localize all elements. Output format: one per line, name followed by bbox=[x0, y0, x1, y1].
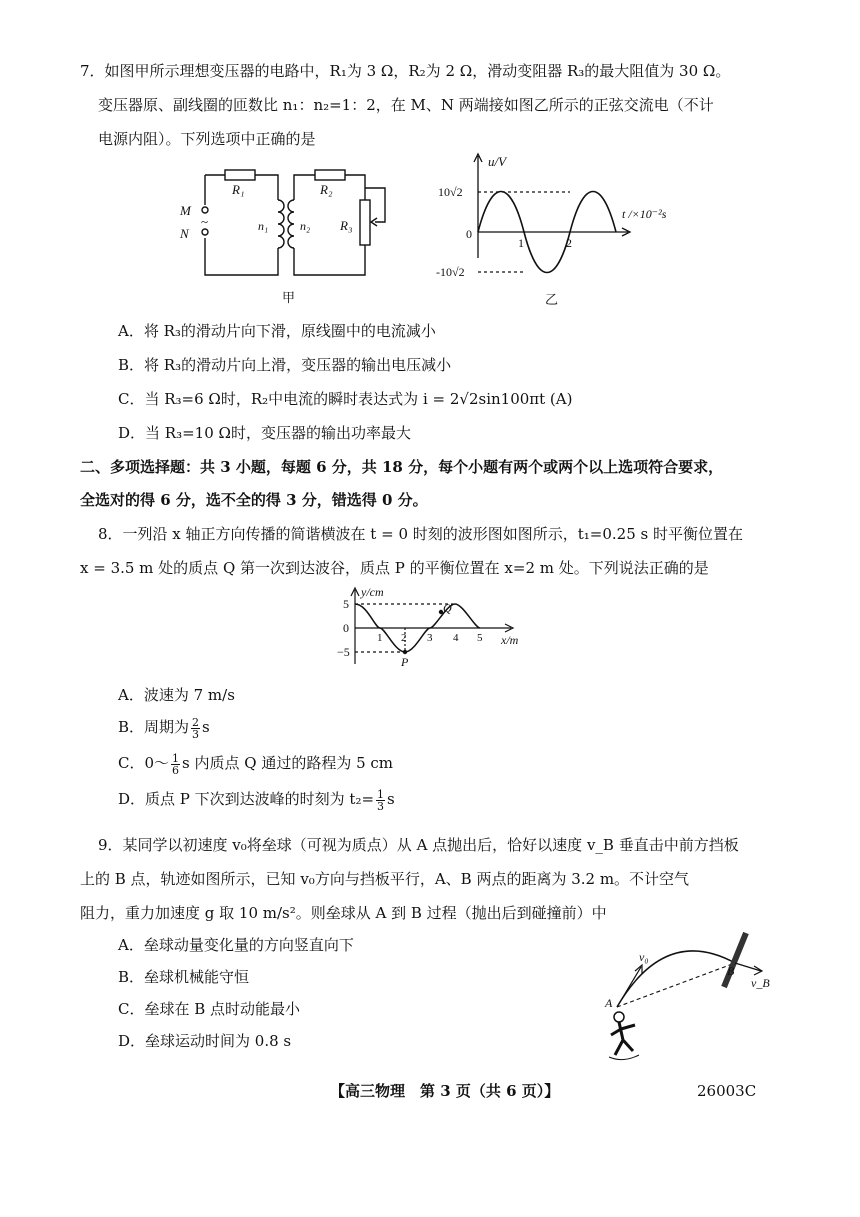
u-axis-label: u/V bbox=[488, 154, 507, 169]
point-p bbox=[403, 650, 407, 654]
q8-option-c-fraction bbox=[171, 753, 180, 776]
m-label: M bbox=[180, 203, 191, 218]
y-axis-label: y/cm bbox=[361, 585, 384, 599]
fraction-numerator: 2 bbox=[192, 715, 200, 729]
ball-trajectory-figure bbox=[595, 925, 785, 1065]
origin-label: 0 bbox=[466, 227, 472, 241]
q8-option-b bbox=[118, 716, 210, 740]
x-tick-5: 5 bbox=[477, 632, 483, 644]
transformer-circuit-figure bbox=[170, 160, 400, 310]
q9-stem-line3: 阻力，重力加速度 g 取 10 m/s²。则垒球从 A 到 B 过程（抛出后到碰撞前）中 bbox=[80, 904, 607, 922]
x-axis-label: x/m bbox=[501, 633, 519, 647]
baffle-board bbox=[724, 933, 746, 987]
p-label: P bbox=[401, 655, 409, 669]
n1-label: n₁ bbox=[258, 219, 269, 233]
terminal-m bbox=[202, 207, 208, 213]
r3-label: R₃ bbox=[340, 218, 353, 233]
q8-option-b-text: B．周期为 bbox=[118, 718, 190, 736]
x-tick-3: 3 bbox=[427, 632, 433, 644]
u-max-label: 10√2 bbox=[438, 185, 463, 199]
q8-option-b-fraction bbox=[191, 717, 200, 740]
q7-option-b: B．将 R₃的滑动片向上滑，变压器的输出电压减小 bbox=[118, 356, 452, 374]
r2-label: R₂ bbox=[320, 182, 333, 197]
point-a-label: A bbox=[605, 996, 613, 1010]
fraction-denominator: 3 bbox=[192, 727, 200, 741]
wave-figure bbox=[335, 584, 535, 674]
x-tick-1: 1 bbox=[377, 632, 383, 644]
fig-b-caption: 乙 bbox=[545, 292, 559, 307]
t-axis-label: t /×10⁻²s bbox=[622, 207, 667, 221]
v0-arrow bbox=[617, 967, 641, 1007]
q9-stem-line1: 9．某同学以初速度 v₀将垒球（可视为质点）从 A 点抛出后，恰好以速度 v_B 垂直击中前方挡板 bbox=[98, 836, 739, 854]
terminal-n bbox=[202, 229, 208, 235]
q7-option-c: C．当 R₃=6 Ω时，R₂中电流的瞬时表达式为 i = 2√2sin100πt (A) bbox=[118, 390, 573, 408]
x-tick-2: 2 bbox=[401, 632, 407, 644]
q7-stem-line2: 变压器原、副线圈的匝数比 n₁：n₂=1：2，在 M、N 两端接如图乙所示的正弦交流电（不计 bbox=[98, 96, 714, 114]
q8-stem-line1: 8．一列沿 x 轴正方向传播的简谐横波在 t = 0 时刻的波形图如图所示，t₁=0.25 s 时平衡位置在 bbox=[98, 525, 743, 543]
q9-option-b: B．垒球机械能守恒 bbox=[118, 968, 250, 986]
voltage-waveform-figure bbox=[430, 148, 690, 310]
section2-heading-line1: 二、多项选择题：共 3 小题，每题 6 分，共 18 分，每个小题有两个或两个以上选项符合要求， bbox=[80, 458, 724, 476]
q8-option-b-unit: s bbox=[202, 718, 210, 736]
q7-option-a: A．将 R₃的滑动片向下滑，原线圈中的电流减小 bbox=[118, 322, 436, 340]
n-label: N bbox=[180, 226, 189, 241]
vb-arrow bbox=[735, 963, 761, 971]
v0-label: v₀ bbox=[639, 950, 649, 964]
t-tick-2: 2 bbox=[566, 236, 572, 250]
q7-option-d: D．当 R₃=10 Ω时，变压器的输出功率最大 bbox=[118, 424, 411, 442]
secondary-coil bbox=[288, 200, 294, 248]
q9-option-a: A．垒球动量变化量的方向竖直向下 bbox=[118, 936, 354, 954]
u-min-label: -10√2 bbox=[436, 265, 465, 279]
t-tick-1: 1 bbox=[518, 236, 524, 250]
trajectory-curve bbox=[617, 951, 735, 1007]
q8-option-d-text: D．质点 P 下次到达波峰的时刻为 t₂= bbox=[118, 790, 375, 808]
fraction-denominator: 6 bbox=[172, 763, 180, 777]
ab-line bbox=[617, 963, 735, 1007]
q7-stem-line1: 7．如图甲所示理想变压器的电路中，R₁为 3 Ω，R₂为 2 Ω，滑动变阻器 R₃的最大阻值为 30 Ω。 bbox=[80, 62, 731, 80]
q7-stem-line3: 电源内阻）。下列选项中正确的是 bbox=[98, 130, 316, 148]
q8-stem-line2: x = 3.5 m 处的质点 Q 第一次到达波谷，质点 P 的平衡位置在 x=2 m 处。下列说法正确的是 bbox=[80, 559, 709, 577]
r1-label: R₁ bbox=[232, 182, 245, 197]
exam-code: 26003C bbox=[697, 1082, 757, 1100]
fraction-denominator: 3 bbox=[377, 799, 385, 813]
q8-option-c-text: C．0～ bbox=[118, 754, 170, 772]
q9-option-d: D．垒球运动时间为 0.8 s bbox=[118, 1032, 292, 1050]
q8-option-c-rest: s 内质点 Q 通过的路程为 5 cm bbox=[182, 754, 394, 772]
section2-heading-line2: 全选对的得 6 分，选不全的得 3 分，错选得 0 分。 bbox=[80, 491, 428, 509]
n2-label: n₂ bbox=[300, 219, 311, 233]
x-tick-4: 4 bbox=[453, 632, 459, 644]
y-tick-0: 0 bbox=[343, 621, 349, 635]
q8-option-d bbox=[118, 788, 395, 812]
q8-option-d-fraction bbox=[376, 789, 385, 812]
y-tick-neg5: −5 bbox=[337, 645, 350, 659]
vb-label: v_B bbox=[751, 976, 770, 990]
point-b-label: B bbox=[727, 964, 735, 978]
q8-option-c bbox=[118, 752, 393, 776]
q9-option-c: C．垒球在 B 点时动能最小 bbox=[118, 1000, 301, 1018]
y-tick-5: 5 bbox=[343, 597, 349, 611]
page-footer: 【高三物理 第 3 页（共 6 页）】 bbox=[330, 1082, 560, 1100]
ac-source-symbol: ~ bbox=[201, 214, 209, 229]
q8-option-d-unit: s bbox=[387, 790, 395, 808]
fraction-numerator: 1 bbox=[377, 787, 385, 801]
q8-option-a: A．波速为 7 m/s bbox=[118, 686, 235, 704]
r2-resistor bbox=[315, 170, 345, 180]
r3-rheostat bbox=[360, 200, 370, 245]
r1-resistor bbox=[225, 170, 255, 180]
fraction-numerator: 1 bbox=[172, 751, 180, 765]
q9-stem-line2: 上的 B 点，轨迹如图所示，已知 v₀方向与挡板平行，A、B 两点的距离为 3.2 m。不计空气 bbox=[80, 870, 690, 888]
primary-coil bbox=[278, 200, 284, 248]
fig-a-caption: 甲 bbox=[282, 290, 296, 305]
q-label: Q bbox=[443, 601, 452, 615]
